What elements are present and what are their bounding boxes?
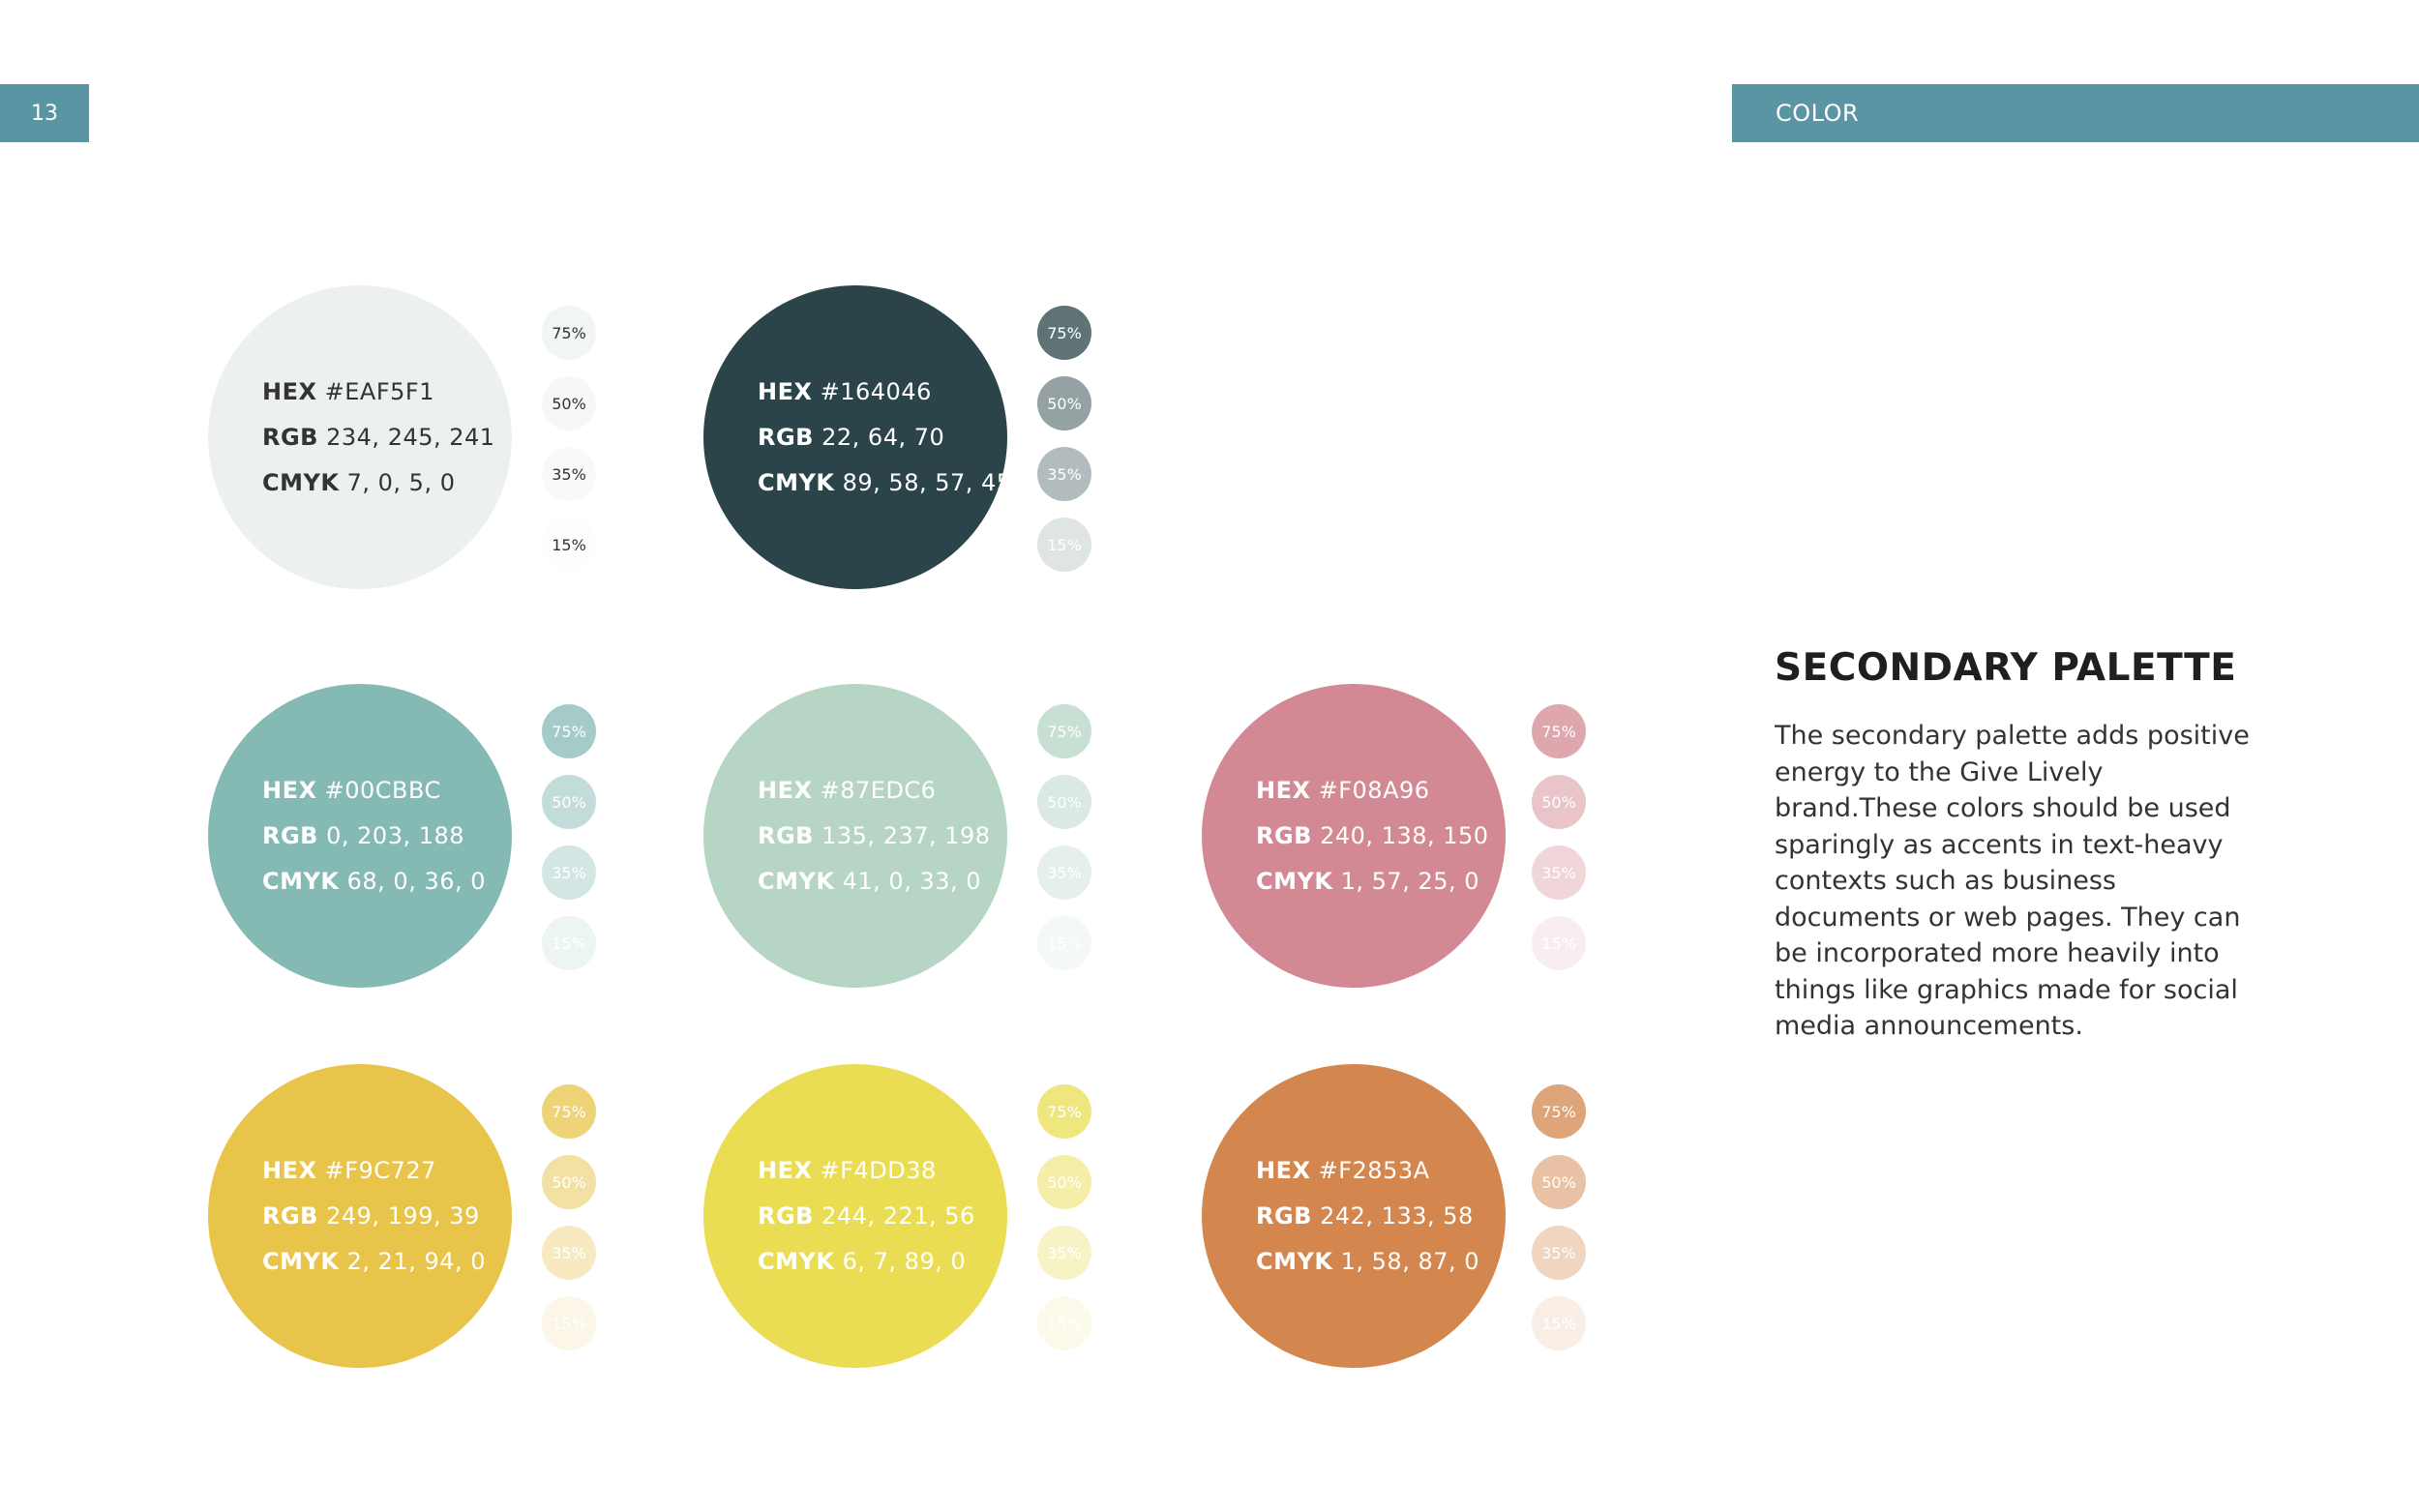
- rgb-value-text: 249, 199, 39: [326, 1201, 480, 1230]
- cmyk-value-label: CMYK: [262, 867, 340, 895]
- hex-value: [758, 370, 1007, 415]
- tint-swatch-15: 15%: [1532, 1296, 1586, 1350]
- tint-swatch-50: 50%: [542, 1155, 596, 1209]
- tint-swatch-35: 35%: [542, 447, 596, 501]
- color-swatch: [208, 1064, 512, 1368]
- tint-swatch-35: 35%: [1037, 845, 1091, 900]
- color-swatch: [703, 1064, 1007, 1368]
- tint-swatch-50: 50%: [542, 775, 596, 829]
- cmyk-value-text: 89, 58, 57, 45: [842, 468, 1012, 496]
- cmyk-value: [758, 1239, 1007, 1285]
- tint-swatch-75: 75%: [1532, 1084, 1586, 1139]
- hex-value: [262, 768, 512, 814]
- color-swatch: [703, 684, 1007, 988]
- tint-swatch-15: 15%: [1037, 916, 1091, 970]
- section-description: The secondary palette adds positive energy to the Give Lively brand.These colors should be used sparingly as accents in text-heavy contexts such as business documents or web pages. They can be incorporated more heavily into things like graphics made for social media announcements.: [1775, 721, 2250, 1041]
- cmyk-value-text: 41, 0, 33, 0: [842, 867, 982, 895]
- hex-value-label: HEX: [1256, 1156, 1311, 1184]
- rgb-value: [1256, 814, 1506, 859]
- tint-swatch-35: 35%: [542, 845, 596, 900]
- hex-value-text: #F08A96: [1318, 776, 1430, 804]
- cmyk-value-label: CMYK: [758, 1247, 835, 1275]
- tint-swatch-75: 75%: [1037, 704, 1091, 758]
- color-swatch: [1202, 684, 1506, 988]
- rgb-value-text: 234, 245, 241: [326, 423, 495, 451]
- hex-value: [1256, 1148, 1506, 1194]
- tint-swatch-35: 35%: [1037, 447, 1091, 501]
- hex-value-label: HEX: [262, 776, 317, 804]
- rgb-value-label: RGB: [262, 423, 318, 451]
- section-tab: COLOR: [1732, 84, 2419, 142]
- tint-swatch-15: 15%: [1037, 518, 1091, 572]
- cmyk-value: [1256, 1239, 1506, 1285]
- rgb-value: [758, 1194, 1007, 1239]
- cmyk-value-text: 68, 0, 36, 0: [346, 867, 487, 895]
- tint-swatch-15: 15%: [542, 518, 596, 572]
- tint-swatch-50: 50%: [1532, 1155, 1586, 1209]
- cmyk-value-label: CMYK: [1256, 867, 1333, 895]
- hex-value: [1256, 768, 1506, 814]
- rgb-value-text: 22, 64, 70: [821, 423, 945, 451]
- hex-value-text: #164046: [820, 377, 932, 405]
- color-swatch: [208, 285, 512, 589]
- tint-swatch-15: 15%: [1037, 1296, 1091, 1350]
- rgb-value-text: 244, 221, 56: [821, 1201, 975, 1230]
- rgb-value-text: 242, 133, 58: [1320, 1201, 1474, 1230]
- rgb-value-label: RGB: [262, 821, 318, 849]
- hex-value-text: #F4DD38: [820, 1156, 937, 1184]
- rgb-value-text: 135, 237, 198: [821, 821, 991, 849]
- hex-value-text: #F9C727: [324, 1156, 436, 1184]
- color-swatch: [208, 684, 512, 988]
- cmyk-value: [262, 859, 512, 904]
- rgb-value: [262, 814, 512, 859]
- tint-swatch-75: 75%: [542, 704, 596, 758]
- rgb-value: [262, 1194, 512, 1239]
- cmyk-value-text: 7, 0, 5, 0: [346, 468, 456, 496]
- page-number: 13: [0, 84, 89, 142]
- section-heading: SECONDARY PALETTE: [1775, 646, 2237, 690]
- hex-value: [262, 1148, 512, 1194]
- tint-swatch-50: 50%: [1037, 775, 1091, 829]
- tint-swatch-15: 15%: [542, 916, 596, 970]
- tint-swatch-35: 35%: [1532, 1226, 1586, 1280]
- hex-value-label: HEX: [262, 1156, 317, 1184]
- cmyk-value-label: CMYK: [262, 1247, 340, 1275]
- tint-swatch-75: 75%: [1037, 1084, 1091, 1139]
- cmyk-value-text: 6, 7, 89, 0: [842, 1247, 967, 1275]
- cmyk-value-text: 2, 21, 94, 0: [346, 1247, 487, 1275]
- hex-value-text: #F2853A: [1318, 1156, 1430, 1184]
- rgb-value-label: RGB: [1256, 821, 1312, 849]
- cmyk-value-text: 1, 58, 87, 0: [1340, 1247, 1480, 1275]
- rgb-value-text: 240, 138, 150: [1320, 821, 1489, 849]
- tint-swatch-15: 15%: [542, 1296, 596, 1350]
- hex-value: [262, 370, 512, 415]
- rgb-value-label: RGB: [1256, 1201, 1312, 1230]
- tint-swatch-35: 35%: [1037, 1226, 1091, 1280]
- cmyk-value-label: CMYK: [758, 867, 835, 895]
- tint-swatch-15: 15%: [1532, 916, 1586, 970]
- tint-swatch-75: 75%: [542, 306, 596, 360]
- cmyk-value: [758, 460, 1012, 506]
- cmyk-value: [1256, 859, 1506, 904]
- color-swatch: [1202, 1064, 1506, 1368]
- color-swatch: [703, 285, 1012, 589]
- tint-swatch-75: 75%: [1532, 704, 1586, 758]
- rgb-value-label: RGB: [758, 821, 814, 849]
- hex-value: [758, 768, 1007, 814]
- rgb-value-label: RGB: [758, 423, 814, 451]
- rgb-value-label: RGB: [758, 1201, 814, 1230]
- cmyk-value-label: CMYK: [1256, 1247, 1333, 1275]
- hex-value-text: #00CBBC: [324, 776, 441, 804]
- tint-swatch-75: 75%: [1037, 306, 1091, 360]
- tint-swatch-50: 50%: [542, 376, 596, 430]
- hex-value-label: HEX: [262, 377, 317, 405]
- hex-value-text: #87EDC6: [820, 776, 937, 804]
- cmyk-value: [262, 1239, 512, 1285]
- tint-swatch-35: 35%: [542, 1226, 596, 1280]
- hex-value-text: #EAF5F1: [324, 377, 434, 405]
- hex-value-label: HEX: [758, 377, 813, 405]
- tint-swatch-50: 50%: [1532, 775, 1586, 829]
- tint-swatch-35: 35%: [1532, 845, 1586, 900]
- cmyk-value-text: 1, 57, 25, 0: [1340, 867, 1480, 895]
- tint-swatch-75: 75%: [542, 1084, 596, 1139]
- cmyk-value-label: CMYK: [758, 468, 835, 496]
- cmyk-value: [758, 859, 1007, 904]
- hex-value-label: HEX: [758, 776, 813, 804]
- tint-swatch-50: 50%: [1037, 1155, 1091, 1209]
- hex-value-label: HEX: [1256, 776, 1311, 804]
- hex-value: [758, 1148, 1007, 1194]
- rgb-value-text: 0, 203, 188: [326, 821, 465, 849]
- cmyk-value: [262, 460, 512, 506]
- rgb-value: [758, 415, 1007, 460]
- rgb-value: [1256, 1194, 1506, 1239]
- cmyk-value-label: CMYK: [262, 468, 340, 496]
- rgb-value-label: RGB: [262, 1201, 318, 1230]
- tint-swatch-50: 50%: [1037, 376, 1091, 430]
- hex-value-label: HEX: [758, 1156, 813, 1184]
- rgb-value: [262, 415, 512, 460]
- rgb-value: [758, 814, 1007, 859]
